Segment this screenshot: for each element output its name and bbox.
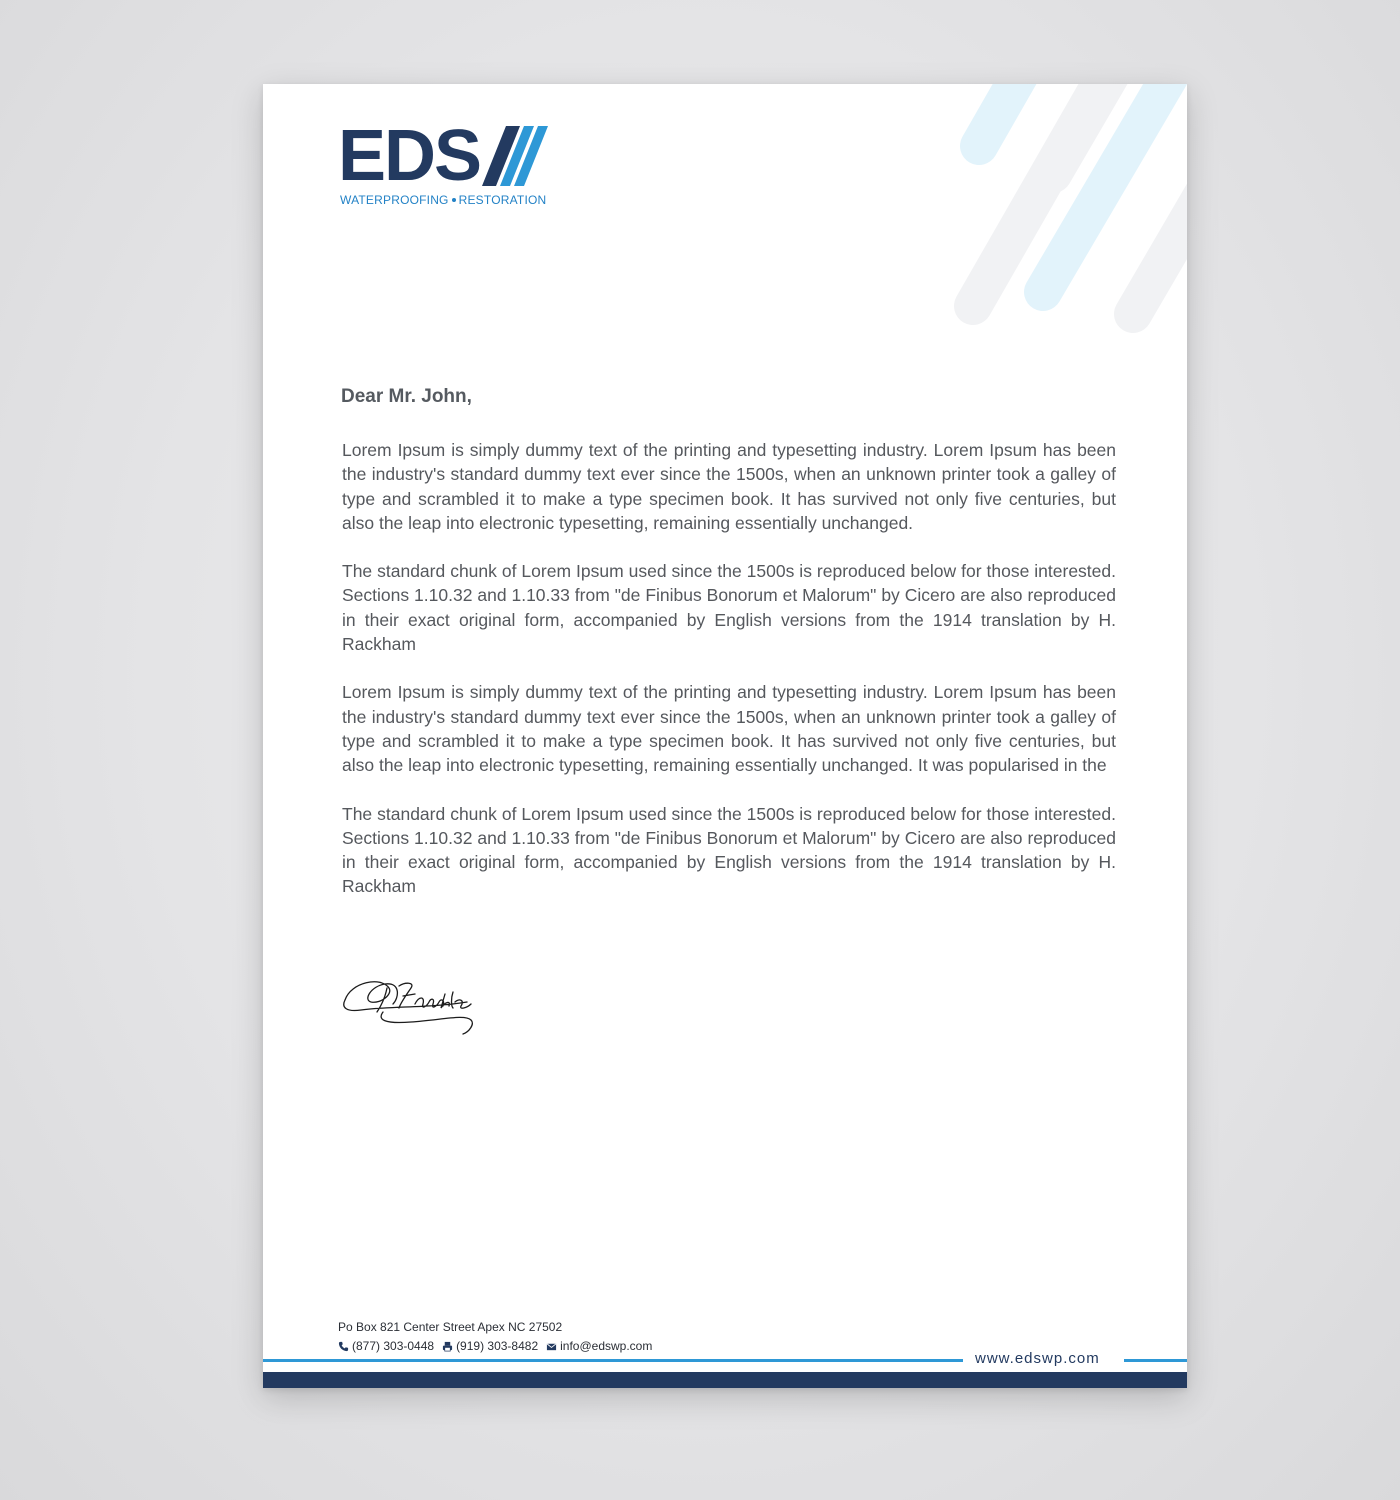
- footer-email-address: info@edswp.com: [560, 1339, 653, 1353]
- footer-fax-number: (919) 303-8482: [456, 1339, 539, 1353]
- footer-rule-right: [1124, 1359, 1187, 1362]
- stripe-light-blue-upper: [979, 84, 1026, 146]
- tagline-waterproofing: WATERPROOFING: [340, 193, 449, 207]
- logo-wordmark: EDS: [338, 116, 481, 196]
- body-paragraph-2: The standard chunk of Lorem Ipsum used since the 1500s is reproduced below for those interested. Sections 1.10.32 and 1.10.33 from "de Finibus Bonorum et Malorum" by Cicero are also reproduced in their exact original form, accompanied by English versions from the 1914 translation by H. Rackham: [342, 561, 1116, 655]
- footer-phone-number: (877) 303-0448: [352, 1339, 435, 1353]
- fax-icon: [442, 1341, 453, 1352]
- letterhead-page: [263, 84, 1187, 1388]
- body-paragraph-1: Lorem Ipsum is simply dummy text of the printing and typesetting industry. Lorem Ipsum has been the industry's standard dummy text ever since the 1500s, when an unknown printer took a galley of type and scrambled it to make a type specimen book. It has survived not only five centuries, but also the leap into electronic typesetting, remaining essentially unchanged.: [342, 440, 1116, 533]
- signature-flourish: [344, 982, 473, 1034]
- letter-salutation: Dear Mr. John,: [341, 386, 472, 407]
- body-paragraph-4: The standard chunk of Lorem Ipsum used since the 1500s is reproduced below for those interested. Sections 1.10.32 and 1.10.33 from "de Finibus Bonorum et Malorum" by Cicero are also reproduced in their exact original form, accompanied by English versions from the 1914 translation by H. Rackham: [342, 803, 1116, 897]
- footer-phone: [338, 1339, 434, 1353]
- body-paragraph-3: Lorem Ipsum is simply dummy text of the printing and typesetting industry. Lorem Ipsum has been the industry's standard dummy text ever since the 1500s, when an unknown printer took a galley of type and scrambled it to make a type specimen book. It has survived not only five centuries, but also the leap into electronic typesetting, remaining essentially unchanged. It was popularised in the: [342, 682, 1116, 776]
- phone-icon: [338, 1341, 349, 1352]
- footer-rule-left: [263, 1359, 963, 1362]
- logo-tagline: [340, 193, 546, 207]
- tagline-restoration: RESTORATION: [458, 193, 547, 207]
- footer-email: [546, 1339, 652, 1353]
- stripe-grey-upper: [1053, 84, 1123, 174]
- email-icon: [546, 1341, 557, 1352]
- letter-body: [342, 438, 1116, 923]
- footer-address: Po Box 821 Center Street Apex NC 27502: [338, 1320, 563, 1334]
- tagline-separator: [452, 198, 456, 202]
- footer-navy-bar: [263, 1372, 1187, 1388]
- footer-website[interactable]: www.edswp.com: [975, 1350, 1100, 1367]
- footer-fax: [442, 1339, 538, 1353]
- stripe-grey-lower: [973, 84, 1168, 306]
- footer-contacts: [338, 1339, 656, 1353]
- stripe-grey-right: [1133, 194, 1187, 314]
- stripe-light-blue-lower: [1043, 84, 1171, 292]
- signature: [341, 974, 481, 1038]
- logo-slash-marks: [338, 116, 553, 196]
- company-logo: [338, 116, 553, 210]
